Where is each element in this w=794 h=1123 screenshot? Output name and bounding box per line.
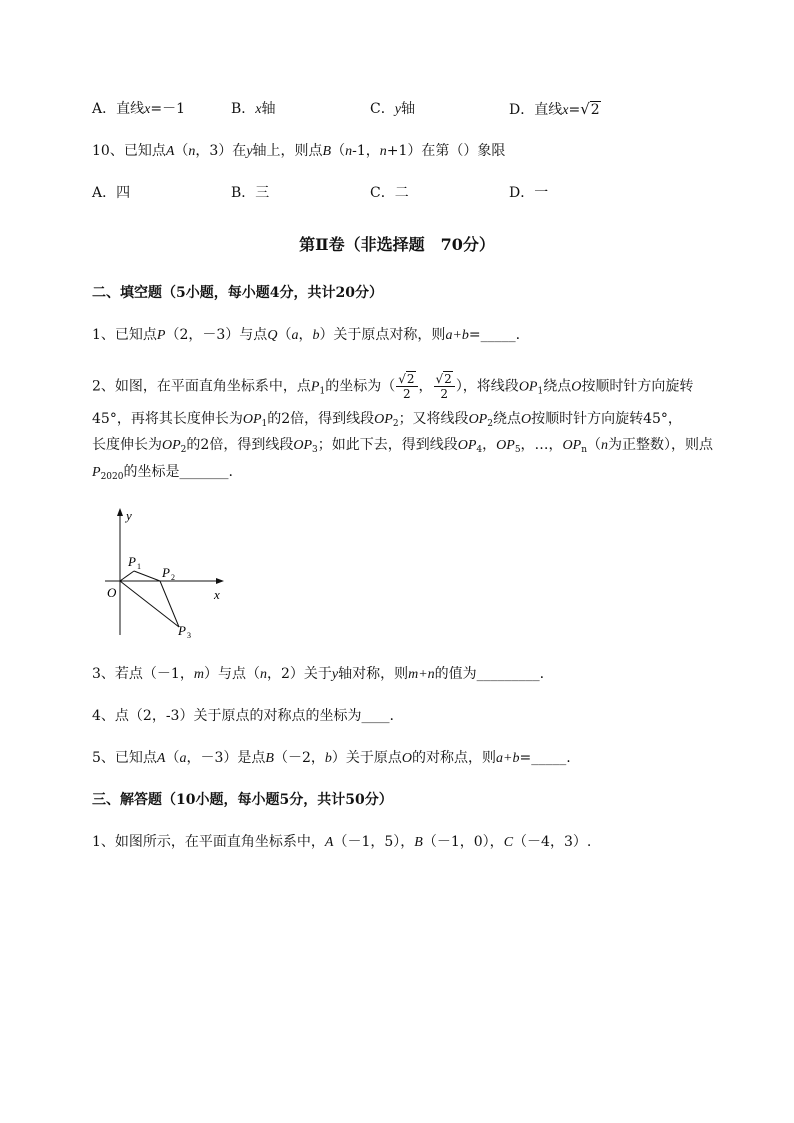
f5-expr: a+b: [496, 751, 520, 766]
q10-option-b: B．三: [231, 185, 270, 201]
origin-label: O: [107, 585, 117, 600]
fraction-sqrt2-over-2-b: $\frac{√2}{2}$: [434, 372, 455, 401]
f1-t6: =_____.: [468, 327, 521, 343]
f1-P: P: [156, 328, 166, 343]
s1-B: B: [414, 835, 423, 850]
y-arrow-icon: [117, 508, 123, 516]
q10-n3: n: [379, 144, 387, 159]
f5-b: b: [324, 751, 332, 766]
f1-a: a: [291, 328, 299, 343]
f2-l2-OP2b: OP: [468, 412, 488, 427]
q10-n2: n: [345, 144, 353, 159]
f2-l3-t5: 为正整数），则点: [608, 437, 714, 453]
f1-expr: a+b: [445, 328, 469, 343]
f3-t4: 轴对称，则: [338, 666, 409, 682]
fill-q2-line2: [92, 409, 682, 434]
f2-l2-sub2: 2: [392, 419, 399, 429]
f2-l2-t2: 的2倍，得到线段: [267, 411, 375, 427]
f2-OP1: OP: [518, 379, 538, 395]
f5-t4: （－2，: [273, 750, 325, 766]
f5-B: B: [265, 751, 274, 766]
q9-a-eq: =－1: [150, 101, 185, 117]
f2-sub1: 1: [319, 386, 326, 397]
f2-P: P: [310, 379, 320, 395]
q9-a-prefix: A．直线: [92, 101, 145, 117]
f2-l2-sub2b: 2: [487, 419, 493, 429]
f3-n: n: [259, 667, 267, 682]
f2-l4-t1: 的坐标是_______.: [123, 464, 233, 480]
q9-a-var: x: [144, 102, 151, 117]
f1-Q: Q: [267, 328, 278, 343]
q10-A: A: [165, 144, 175, 159]
fill-q2-line1: [92, 372, 693, 404]
s1-t4: （－4，3）.: [513, 834, 592, 850]
s1-A: A: [324, 835, 334, 850]
f1-t4: ，: [298, 327, 313, 343]
f2-l3-t4: （: [587, 437, 602, 453]
f2-l2-O: O: [520, 412, 532, 427]
q10-t3: ，3）在: [195, 143, 247, 159]
p2-sub: 2: [171, 573, 175, 582]
f2-l3-OP3: OP: [293, 438, 312, 453]
q9-option-a: [92, 99, 185, 120]
f2-l2-t4: 绕点: [492, 411, 521, 427]
f2-l3-sub4: 4: [476, 445, 483, 455]
q10-stem: [92, 141, 505, 162]
fill-q1: [92, 325, 520, 346]
s1-C: C: [503, 835, 514, 850]
p1-label: P: [128, 554, 136, 569]
f2-l3-t3: ；如此下去，得到线段: [317, 437, 458, 453]
q10-B: B: [322, 144, 332, 159]
f2-l2-OP1: OP: [242, 412, 262, 427]
frac2-num: 2: [444, 372, 452, 386]
fraction-sqrt2-over-2: $\frac{√2}{2}$: [396, 372, 417, 401]
sqrt-2: √2: [580, 100, 600, 118]
q9-option-c: [370, 99, 415, 120]
p3-label: P: [178, 623, 186, 638]
f2-l2-sub1: 1: [261, 419, 268, 429]
q9-b-var: x: [255, 102, 262, 117]
f2-l3-sub5: 5: [514, 445, 521, 455]
s1-t3: （－1，0），: [422, 834, 504, 850]
q9-option-d: [509, 99, 601, 121]
f5-O: O: [401, 751, 413, 766]
section2-title: 第Ⅱ卷（非选择题 70分）: [299, 235, 495, 254]
f2-O: O: [571, 379, 582, 395]
f3-t5: 的值为_________.: [434, 666, 545, 682]
q10-t2: （: [174, 143, 189, 159]
f2-l3-n: n: [601, 438, 609, 453]
q10-option-d: D．一: [509, 185, 549, 201]
fill-heading: 二、填空题（5小题，每小题4分，共计20分）: [92, 285, 383, 301]
f1-b: b: [312, 328, 320, 343]
q9-d-eq: =: [568, 102, 581, 118]
fill-q5: [92, 748, 571, 769]
f1-t1: 1、已知点: [92, 327, 157, 343]
s1-t1: 1、如图所示，在平面直角坐标系中，: [92, 834, 325, 850]
f5-t7: =_____.: [519, 750, 571, 766]
f2-l2-t3: ；又将线段: [398, 411, 469, 427]
f5-t5: ）关于原点: [331, 750, 402, 766]
x-label: x: [214, 587, 220, 602]
f2-l3-sub2: 2: [180, 445, 187, 455]
f5-t6: 的对称点，则: [412, 750, 497, 766]
f1-t2: （2，－3）与点: [165, 327, 268, 343]
q9-b-prefix: B．: [231, 101, 256, 117]
f5-A: A: [156, 751, 166, 766]
f2-l4-sub2020: 2020: [100, 472, 124, 482]
q9-d-var: x: [562, 103, 569, 118]
fill-q3: [92, 664, 544, 685]
fill-q2-line3: [92, 435, 713, 460]
q10-t6: -1，: [352, 143, 380, 159]
q10-n1: n: [188, 144, 196, 159]
q9-b-suffix: 轴: [261, 101, 276, 117]
f2-l3-OP5: OP: [496, 438, 515, 453]
q9-option-b: [231, 99, 276, 120]
f5-a: a: [179, 751, 187, 766]
f2-l3-OPn: OP: [562, 438, 582, 453]
rotation-figure: [100, 505, 230, 645]
solve-heading: 三、解答题（10小题，每小题5分，共计50分）: [92, 792, 393, 808]
fill-q2-line4: [92, 462, 233, 487]
q10-t5: （: [331, 143, 346, 159]
q9-c-suffix: 轴: [400, 101, 415, 117]
segment-OP1: [120, 571, 134, 581]
sqrt-radicand: 2: [590, 102, 600, 118]
q10-t1: 10、已知点: [92, 143, 166, 159]
f2-l2-t5: 按顺时针方向旋转45°，: [531, 411, 682, 427]
segment-P1P2: [134, 571, 160, 581]
f3-t3: ，2）关于: [266, 666, 332, 682]
f5-t1: 5、已知点: [92, 750, 157, 766]
q10-t7: +1）在第（）象限: [386, 143, 506, 159]
x-arrow-icon: [216, 578, 224, 584]
f3-t1: 3、若点（－1，: [92, 666, 194, 682]
f2-l3-sub3: 3: [312, 445, 318, 455]
f2-l1-t2: 的坐标为（: [325, 378, 396, 395]
q10-t4: 轴上，则点: [252, 143, 323, 159]
f3-expr: m+n: [408, 667, 435, 682]
q10-option-a: A．四: [92, 185, 131, 201]
frac2-den: 2: [440, 387, 448, 401]
f2-l3-t1: 长度伸长为: [92, 437, 162, 453]
f1-t5: ）关于原点对称，则: [319, 327, 446, 343]
segment-OP3: [120, 581, 179, 627]
solve-q1: [92, 832, 591, 853]
fill-q4: 4、点（2，-3）关于原点的对称点的坐标为____.: [92, 708, 394, 724]
q9-d-prefix: D．直线: [509, 102, 563, 118]
f3-t2: ）与点（: [203, 666, 260, 682]
p2-label: P: [162, 565, 170, 580]
s1-t2: （－1，5），: [333, 834, 415, 850]
f3-y: y: [331, 667, 339, 682]
q9-c-prefix: C．: [370, 101, 395, 117]
q10-option-c: C．二: [370, 185, 409, 201]
f1-t3: （: [277, 327, 292, 343]
f2-l1-t1: 2、如图，在平面直角坐标系中，点: [92, 378, 311, 395]
f2-l3-t2: 的2倍，得到线段: [186, 437, 294, 453]
f2-l3-OP4: OP: [457, 438, 477, 453]
frac1-den: 2: [403, 387, 411, 401]
p3-sub: 3: [187, 631, 191, 640]
f3-m: m: [193, 667, 204, 682]
f2-l4-P: P: [92, 465, 101, 480]
f5-t2: （: [165, 750, 180, 766]
f2-l3-subn: n: [581, 445, 588, 455]
f5-t3: ，－3）是点: [186, 750, 266, 766]
q9-c-var: y: [394, 102, 401, 117]
f2-OP1-sub: 1: [537, 386, 544, 397]
f2-l3-OP2: OP: [162, 438, 181, 453]
f2-l3-sep: ，: [482, 437, 497, 453]
p1-sub: 1: [137, 562, 141, 571]
f2-l2-t1: 45°，再将其长度伸长为: [92, 411, 243, 427]
f2-l1-t4: 绕点: [543, 378, 572, 395]
y-label: y: [126, 508, 132, 523]
frac1-num: 2: [406, 372, 415, 386]
f2-comma: ，: [418, 378, 433, 395]
f2-l2-OP2: OP: [374, 412, 393, 427]
f2-l3-dots: ，…，: [520, 437, 563, 453]
f2-l1-t5: 按顺时针方向旋转: [581, 378, 694, 395]
q10-y: y: [246, 144, 253, 159]
f2-l1-t3: ），将线段: [455, 378, 519, 395]
